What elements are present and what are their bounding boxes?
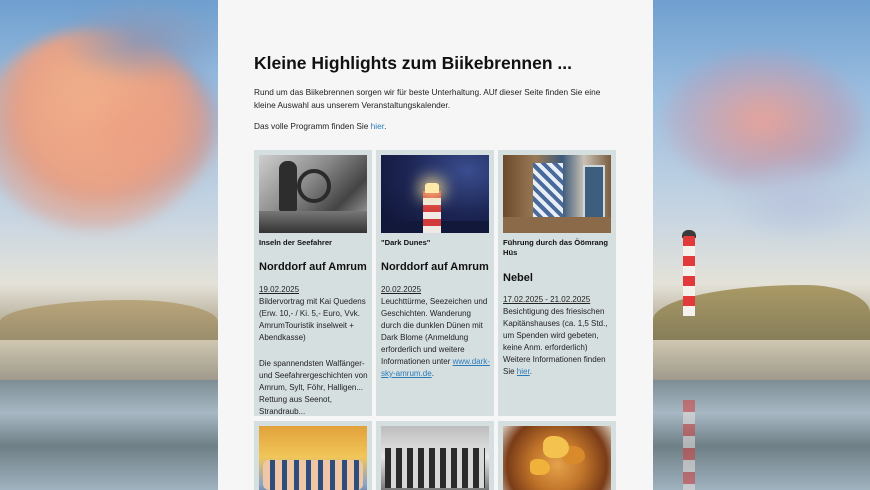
event-description [503,306,613,378]
event-link[interactable]: www.dark-sky-amrum.de [381,357,490,378]
event-location: Norddorf auf Amrum [259,261,367,273]
content-panel [218,0,653,490]
event-location: Norddorf auf Amrum [381,261,489,273]
event-description-suffix: . [431,369,434,378]
event-description-suffix: . [529,367,532,376]
page-title: Kleine Highlights zum Biikebrennen ... [254,53,572,73]
event-description [381,296,491,380]
event-date: 17.02.2025 - 21.02.2025 [503,295,591,304]
program-line [254,121,386,131]
event-card[interactable] [498,421,616,490]
event-date: 20.02.2025 [381,285,422,294]
event-description-more: Die spannendsten Walfänger- und Seefahrergeschichten von Amrum, Sylt, Föhr, Halligen... Rettung aus Seenot, Strandraub... [259,359,368,416]
event-description-text: Besichtigung des friesischen Kapitänshauses (ca. 1,5 Std., um Spenden wird gebeten, keine Anm. erforderlich) Weitere Informationen finden Sie [503,307,608,376]
event-image[interactable] [259,155,367,233]
lighthouse-reflection [683,400,695,490]
event-image[interactable] [503,155,611,233]
program-link[interactable]: hier [370,121,385,131]
event-subtitle: Inseln der Seefahrer [259,238,333,247]
event-subtitle: Führung durch das Öömrang Hüs [503,238,609,257]
event-image[interactable] [503,426,611,490]
program-text: Das volle Programm finden Sie [254,121,371,131]
event-date: 19.02.2025 [259,285,300,294]
event-image[interactable] [381,155,489,233]
event-description: Bildervortrag mit Kai Quedens (Erw. 10,- / Ki. 5,- Euro, Vvk. AmrumTouristik inselweit + Abendkasse) [259,297,366,342]
lighthouse [683,236,695,316]
intro-text: Rund um das Biikebrennen sorgen wir für beste Unterhaltung. AUf dieser Seite finden Sie eine kleine Auswahl aus unserem Veranstaltungskalender. [254,87,601,110]
program-suffix: . [384,121,387,131]
event-card[interactable] [376,421,494,490]
event-image[interactable] [381,426,489,490]
event-location: Nebel [503,272,533,284]
event-subtitle: "Dark Dunes" [381,238,431,247]
event-image[interactable] [259,426,367,490]
event-card[interactable] [498,150,616,416]
event-card[interactable] [376,150,494,416]
background-right [653,0,870,490]
event-link[interactable]: hier [516,367,530,376]
event-card[interactable] [254,421,372,490]
event-card[interactable] [254,150,372,416]
background-left [0,0,218,490]
event-description-text: Leuchttürme, Seezeichen und Geschichten. Wanderung durch die dunklen Dünen mit Dark Blome (Anmeldung erforderlich und weitere Informationen unter [381,297,488,366]
